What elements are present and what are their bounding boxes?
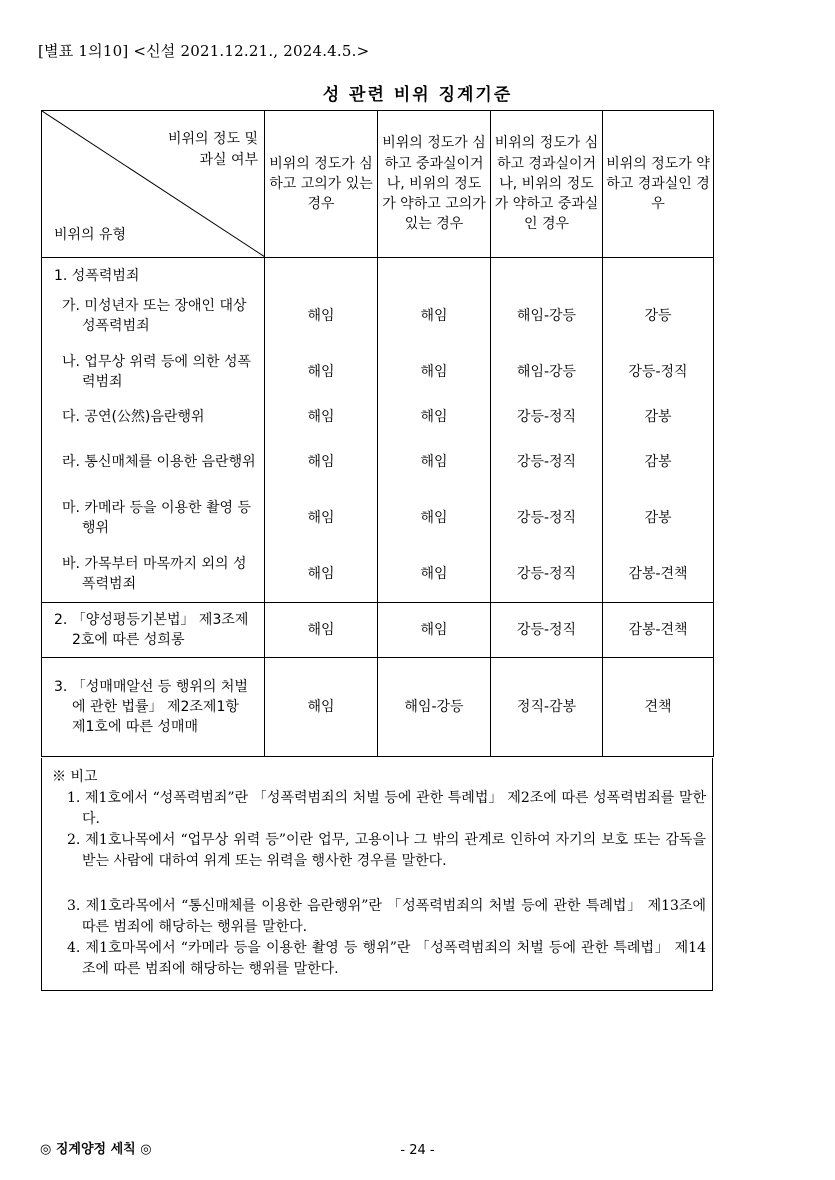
value-cell: 감봉-견책 bbox=[628, 566, 688, 582]
value-cell: 해임 bbox=[307, 308, 335, 324]
section-1-labels bbox=[42, 258, 265, 603]
value-cell: 해임 bbox=[420, 510, 448, 526]
value-cell: 강등-정직 bbox=[516, 510, 577, 526]
list-item: 라. 통신매체를 이용한 음란행위 bbox=[62, 453, 256, 470]
list-item: 마. 카메라 등을 이용한 촬영 등 행위 bbox=[62, 499, 251, 536]
footer-document-name: ◎ 징계양정 세칙 ◎ bbox=[40, 1142, 152, 1157]
value-cell: 해임 bbox=[420, 566, 448, 582]
value-cell: 해임 bbox=[378, 603, 491, 658]
page-number: - 24 - bbox=[400, 1143, 435, 1158]
value-cell: 강등 bbox=[644, 308, 672, 324]
corner-bottom-label: 비위의 유형 bbox=[54, 226, 127, 243]
column-header: 비위의 정도가 심하고 고의가 있는 경우 bbox=[265, 111, 378, 258]
remark-note: 2. 제1호나목에서 “업무상 위력 등”이란 업무, 고용이나 그 밖의 관계로 인하여 자기의 보호 또는 감독을 받는 사람에 대하여 위계 또는 위력을 행사한 경우를 말한다. bbox=[67, 832, 706, 869]
value-cell: 해임 bbox=[307, 454, 335, 470]
value-cell: 해임 bbox=[307, 510, 335, 526]
value-cell: 해임 bbox=[420, 308, 448, 324]
column-header: 비위의 정도가 심하고 경과실이거나, 비위의 정도가 약하고 중과실인 경우 bbox=[491, 111, 603, 258]
value-cell: 강등-정직 bbox=[628, 364, 688, 380]
value-cell: 강등-정직 bbox=[516, 409, 577, 425]
value-cell: 해임 bbox=[307, 364, 335, 380]
section-1-title: 1. 성폭력범죄 bbox=[54, 268, 140, 284]
section-3-label: 3. 「성매매알선 등 행위의 처벌에 관한 법률」 제2조제1항제1호에 따른 성매매 bbox=[42, 658, 265, 757]
value-cell: 감봉 bbox=[644, 510, 672, 526]
section-1-row bbox=[42, 258, 714, 603]
value-cell: 해임-강등 bbox=[378, 658, 491, 757]
remark-note: 3. 제1호라목에서 “통신매체를 이용한 음란행위”란 「성폭력범죄의 처벌 등에 관한 특례법」 제13조에 따른 범죄에 해당하는 행위를 말한다. bbox=[67, 898, 706, 935]
value-cell: 강등-정직 bbox=[516, 454, 577, 470]
section-1-col-3 bbox=[491, 258, 603, 603]
disciplinary-standards-table bbox=[41, 110, 714, 757]
value-cell: 해임 bbox=[307, 409, 335, 425]
section-1-col-1 bbox=[265, 258, 378, 603]
section-1-col-2 bbox=[378, 258, 491, 603]
value-cell: 감봉 bbox=[644, 454, 672, 470]
list-item: 나. 업무상 위력 등에 의한 성폭력범죄 bbox=[62, 353, 251, 390]
annex-header-note: [별표 1의10] <신설 2021.12.21., 2024.4.5.> bbox=[38, 42, 370, 60]
value-cell: 감봉-견책 bbox=[603, 603, 714, 658]
remarks-title: ※ 비고 bbox=[52, 769, 98, 785]
table-corner-cell bbox=[42, 111, 265, 258]
value-cell: 해임 bbox=[420, 364, 448, 380]
column-header: 비위의 정도가 심하고 중과실이거나, 비위의 정도가 약하고 고의가 있는 경우 bbox=[378, 111, 491, 258]
document-title: 성 관련 비위 징계기준 bbox=[322, 85, 513, 105]
section-2-row bbox=[42, 603, 714, 658]
column-header: 비위의 정도가 약하고 경과실인 경우 bbox=[603, 111, 714, 258]
value-cell: 강등-정직 bbox=[491, 603, 603, 658]
value-cell: 정직-감봉 bbox=[491, 658, 603, 757]
value-cell: 견책 bbox=[603, 658, 714, 757]
value-cell: 해임 bbox=[265, 603, 378, 658]
value-cell: 해임 bbox=[420, 454, 448, 470]
section-3-row bbox=[42, 658, 714, 757]
section-1-col-4 bbox=[603, 258, 714, 603]
remarks-box bbox=[41, 758, 713, 991]
value-cell: 해임-강등 bbox=[516, 308, 577, 324]
value-cell: 강등-정직 bbox=[516, 566, 577, 582]
value-cell: 해임-강등 bbox=[516, 364, 577, 380]
list-item: 가. 미성년자 또는 장애인 대상 성폭력범죄 bbox=[62, 297, 247, 334]
remark-note: 4. 제1호마목에서 “카메라 등을 이용한 촬영 등 행위”란 「성폭력범죄의 처벌 등에 관한 특례법」 제14조에 따른 범죄에 해당하는 행위를 말한다. bbox=[67, 940, 706, 977]
remark-note: 1. 제1호에서 “성폭력범죄”란 「성폭력범죄의 처벌 등에 관한 특례법」 제2조에 따른 성폭력범죄를 말한다. bbox=[67, 790, 706, 827]
value-cell: 해임 bbox=[265, 658, 378, 757]
corner-top-label: 비위의 정도 및 과실 여부 bbox=[167, 131, 258, 168]
section-2-label: 2. 「양성평등기본법」 제3조제2호에 따른 성희롱 bbox=[42, 603, 265, 658]
value-cell: 해임 bbox=[307, 566, 335, 582]
table-header-row bbox=[42, 111, 714, 258]
value-cell: 해임 bbox=[420, 409, 448, 425]
list-item: 다. 공연(公然)음란행위 bbox=[62, 408, 205, 425]
value-cell: 감봉 bbox=[644, 409, 672, 425]
list-item: 바. 가목부터 마목까지 외의 성폭력범죄 bbox=[62, 555, 247, 592]
